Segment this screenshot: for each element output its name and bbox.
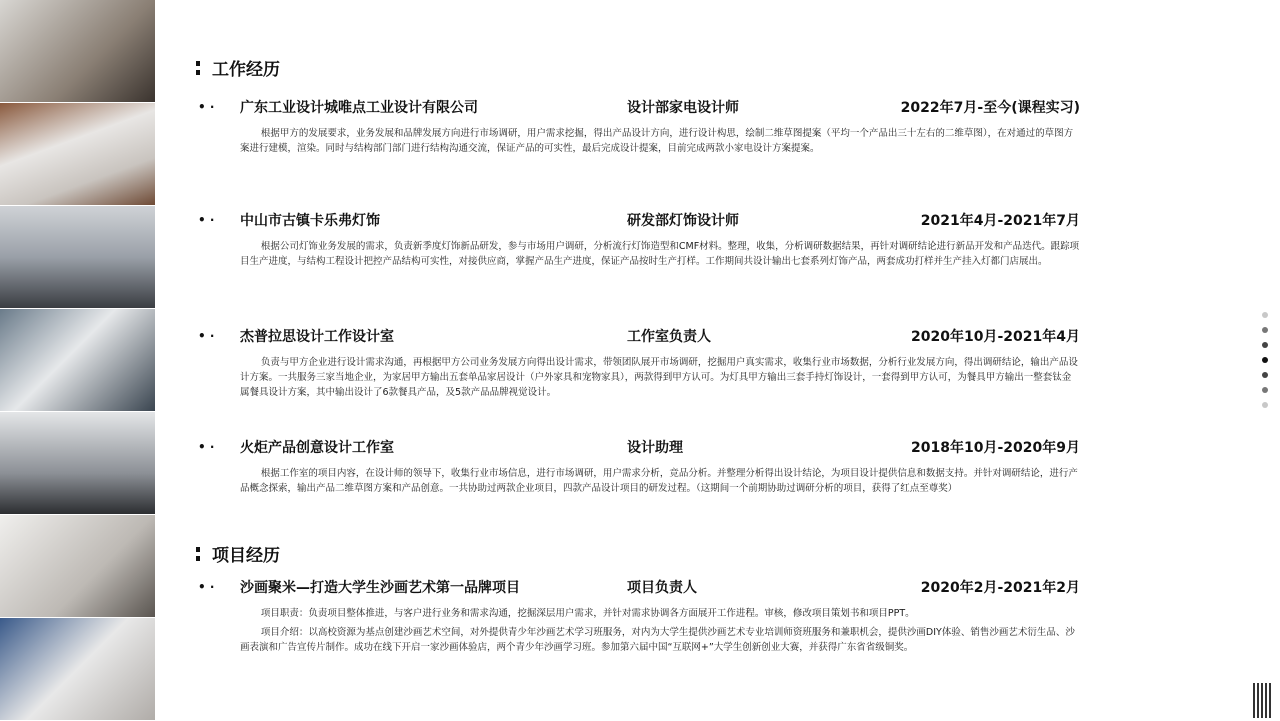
- role: 研发部灯饰设计师: [627, 213, 739, 229]
- date: 2020年10月-2021年4月: [911, 329, 1080, 345]
- section-title-projects: 项目经历: [196, 541, 280, 566]
- description: 根据甲方的发展要求，业务发展和品牌发展方向进行市场调研，用户需求挖掘，得出产品设计方向，进行设计构思，绘制二维草图提案（平均一个产品出三十左右的二维草图），在对通过的草图方案进行建模，渲染。同时与结构部门部门进行结构沟通交流，保证产品的可实性，最后完成设计提案，目前完成两款小家电设计方案提案。: [240, 128, 1074, 154]
- section-title-work: 工作经历: [196, 55, 280, 80]
- date: 2021年4月-2021年7月: [920, 213, 1080, 229]
- project-intro: 项目介绍：以高校资源为基点创建沙画艺术空间，对外提供青少年沙画艺术学习班服务，对内为大学生提供沙画艺术专业培训师资班服务和兼职机会，提供沙画DIY体验、销售沙画艺术衍生品、沙画表演和广告宣传片制作。成功在线下开启一家沙画体验店，两个青少年沙画学习班。参加第六届中国“互联网+”大学生创新创业大赛，并获得广东省省级铜奖。: [240, 627, 1075, 653]
- nav-dot[interactable]: [1262, 327, 1268, 333]
- photo-hand-sketch: [0, 618, 155, 721]
- photo-office: [0, 412, 155, 515]
- nav-dot[interactable]: [1262, 387, 1268, 393]
- bullet-icon: • ·: [198, 440, 215, 454]
- role: 项目负责人: [627, 580, 697, 596]
- photo-design-desk: [0, 309, 155, 412]
- company: 中山市古镇卡乐弗灯饰: [240, 213, 380, 229]
- description: 根据工作室的项目内容，在设计师的领导下，收集行业市场信息，进行市场调研，用户需求分析，竞品分析。并整理分析得出设计结论，为项目设计提供信息和数据支持。并针对调研结论，进行产品概念探索，输出产品二维草图方案和产品创意。一共协助过两款企业项目，四款产品设计项目的研发过程。（这期间一个前期协助过调研分析的项目，获得了红点至尊奖）: [240, 468, 1078, 494]
- bullet-icon: • ·: [198, 580, 215, 594]
- company: 火炬产品创意设计工作室: [240, 440, 394, 456]
- work-entry: [198, 437, 1080, 496]
- photo-sketching: [0, 0, 155, 103]
- project-entry: [198, 577, 1080, 659]
- work-entry: [198, 326, 1080, 400]
- nav-dot[interactable]: [1262, 312, 1268, 318]
- nav-dot[interactable]: [1262, 372, 1268, 378]
- photo-team-meeting: [0, 206, 155, 309]
- date: 2020年2月-2021年2月: [920, 580, 1080, 596]
- section-marker-icon: [196, 61, 200, 75]
- page-nav-dots: [1262, 312, 1268, 417]
- nav-dot[interactable]: [1262, 342, 1268, 348]
- description: 根据公司灯饰业务发展的需求，负责新季度灯饰新品研发，参与市场用户调研，分析流行灯饰造型和CMF材料。整理，收集，分析调研数据结果，再针对调研结论进行新品开发和产品迭代。跟踪项目生产进度，与结构工程设计把控产品结构可实性，对接供应商，掌握产品生产进度，保证产品按时生产打样。工作期间共设计输出七套系列灯饰产品，两套成功打样并生产挂入灯都门店展出。: [240, 241, 1080, 267]
- bullet-icon: • ·: [198, 100, 215, 114]
- nav-dot[interactable]: [1262, 402, 1268, 408]
- barcode-decoration: [1253, 683, 1271, 718]
- role: 设计部家电设计师: [627, 100, 739, 116]
- bullet-icon: • ·: [198, 329, 215, 343]
- work-entry: [198, 97, 1080, 156]
- photo-strip: [0, 0, 155, 720]
- role: 设计助理: [627, 440, 683, 456]
- work-entry: [198, 210, 1080, 269]
- company: 杰普拉思设计工作设计室: [240, 329, 394, 345]
- photo-drawing: [0, 515, 155, 618]
- date: 2018年10月-2020年9月: [911, 440, 1080, 456]
- project-name: 沙画聚米—打造大学生沙画艺术第一品牌项目: [240, 580, 520, 596]
- company: 广东工业设计城唯点工业设计有限公司: [240, 100, 478, 116]
- bullet-icon: • ·: [198, 213, 215, 227]
- photo-sketchbook: [0, 103, 155, 206]
- role: 工作室负责人: [627, 329, 711, 345]
- date: 2022年7月-至今(课程实习): [900, 100, 1080, 116]
- section-marker-icon: [196, 547, 200, 561]
- nav-dot[interactable]: [1262, 357, 1268, 363]
- project-duty: 项目职责：负责项目整体推进，与客户进行业务和需求沟通，挖掘深层用户需求，并针对需求协调各方面展开工作进程。审核，修改项目策划书和项目PPT。: [260, 608, 915, 619]
- description: 负责与甲方企业进行设计需求沟通，再根据甲方公司业务发展方向得出设计需求，带领团队展开市场调研，挖掘用户真实需求，收集行业市场数据，分析行业发展方向，得出调研结论，输出产品设计方案。一共服务三家当地企业，为家居甲方输出五套单品家居设计（户外家具和宠物家具），两款得到甲方认可。为灯具甲方输出三套手持灯饰设计，一套得到甲方认可，为餐具甲方输出一整套钛金属餐具设计方案，其中输出设计了6款餐具产品，及5款产品品牌视觉设计。: [240, 357, 1078, 398]
